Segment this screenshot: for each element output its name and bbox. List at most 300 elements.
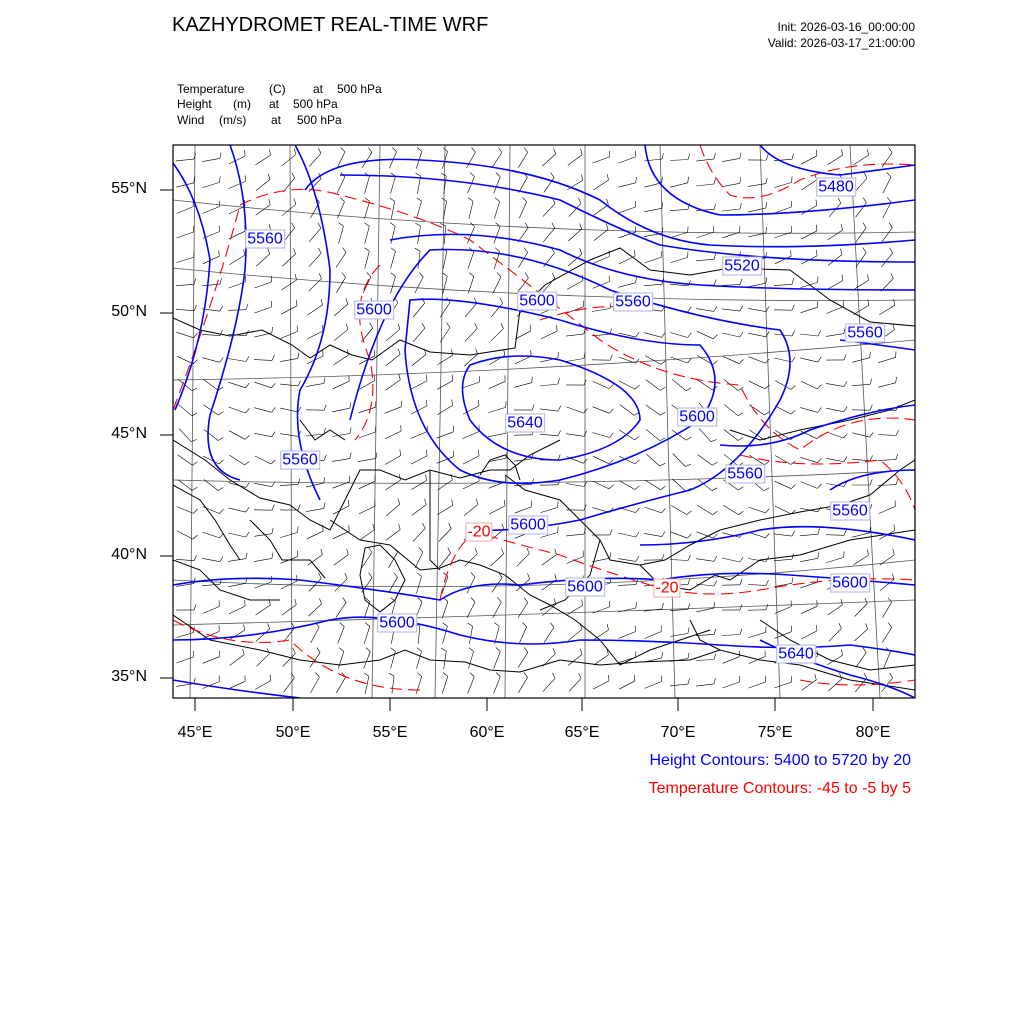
wind-barb-flag — [662, 177, 663, 183]
wind-barb — [878, 357, 895, 362]
wind-barb — [646, 405, 661, 416]
wind-barb — [257, 654, 270, 667]
wind-barb — [489, 506, 505, 514]
wind-barb-flag — [194, 678, 195, 684]
wind-barb-flag — [636, 532, 639, 537]
wind-barb-flag — [609, 485, 613, 489]
wind-barb — [490, 554, 503, 566]
wind-barb — [775, 381, 791, 390]
wind-barb — [801, 156, 817, 164]
wind-barb-flag — [817, 484, 821, 488]
wind-barb — [852, 384, 870, 385]
wind-barb — [593, 157, 610, 163]
wind-barb-flag — [392, 148, 396, 152]
wind-barb-flag — [636, 332, 640, 337]
height-contour-label: 5640 — [507, 414, 543, 432]
wind-barb-flag — [635, 385, 640, 389]
wind-barb — [437, 405, 452, 414]
wind-barb — [646, 380, 660, 391]
wind-barb-flag — [365, 248, 370, 252]
wind-barb — [282, 154, 296, 165]
wind-barb — [801, 381, 817, 389]
wind-barb — [444, 651, 447, 669]
wind-barb — [800, 282, 817, 287]
wind-barb — [417, 576, 422, 593]
wind-barb-flag — [714, 280, 716, 286]
wind-barb — [332, 459, 350, 462]
wind-barb — [178, 404, 192, 416]
wind-barb — [203, 256, 219, 264]
wind-barb — [440, 303, 450, 318]
wind-barb-flag — [271, 460, 275, 464]
wind-barb-flag — [193, 509, 197, 513]
wind-barb — [518, 602, 528, 617]
wind-barb — [722, 158, 740, 161]
wind-barb-flag — [220, 358, 224, 363]
wind-barb-flag — [193, 360, 197, 364]
wind-barb — [722, 209, 740, 211]
wind-barb-flag — [497, 598, 501, 603]
wind-barb — [391, 201, 394, 219]
wind-barb — [309, 228, 321, 242]
wind-barb — [856, 653, 866, 668]
wind-barb — [177, 207, 194, 214]
wind-barb — [493, 277, 501, 293]
wind-barb-flag — [441, 648, 446, 651]
wind-barb — [697, 505, 712, 514]
wind-barb — [284, 678, 295, 692]
wind-barb-flag — [272, 528, 273, 534]
wind-barb — [336, 677, 345, 693]
wind-barb-flag — [816, 625, 817, 631]
wind-barb-flag — [713, 511, 718, 515]
wind-barb-flag — [426, 400, 427, 406]
wind-barb — [568, 229, 581, 241]
wind-barb-flag — [245, 150, 246, 156]
wind-barb — [204, 430, 218, 441]
wind-barb-flag — [816, 150, 817, 156]
field-level: 500 hPa — [337, 82, 382, 96]
lat-label-45n: 45°N — [111, 425, 147, 442]
wind-barb — [826, 535, 844, 536]
wind-barb — [492, 153, 502, 168]
wind-barb — [882, 627, 892, 642]
wind-barb-flag — [425, 499, 427, 505]
wind-barb-flag — [714, 629, 716, 635]
wind-barb-flag — [243, 649, 245, 655]
wind-barb-flag — [551, 173, 555, 178]
wind-barb — [177, 232, 194, 238]
wind-barb-flag — [476, 348, 478, 354]
wind-barb — [519, 627, 526, 643]
wind-barb — [644, 533, 662, 536]
wind-barb-flag — [818, 552, 819, 558]
wind-barb — [672, 379, 686, 390]
wind-barb-flag — [863, 248, 866, 253]
wind-barb — [827, 432, 844, 438]
wind-barb-flag — [391, 273, 396, 277]
wind-barb-flag — [399, 474, 400, 480]
wind-barb — [365, 176, 370, 193]
wind-barb-flag — [219, 460, 223, 464]
wind-barb-flag — [340, 623, 344, 627]
wind-barb-flag — [443, 673, 448, 677]
wind-barb-flag — [504, 350, 505, 356]
wind-barb-flag — [738, 437, 743, 440]
wind-barb-flag — [714, 254, 716, 260]
wind-barb — [749, 357, 766, 364]
field-unit: (C) — [269, 82, 286, 96]
wind-barb — [519, 202, 526, 218]
wind-barb — [176, 284, 194, 285]
wind-barb — [413, 328, 425, 342]
wind-barb — [517, 554, 530, 567]
wind-barb-flag — [579, 673, 582, 678]
wind-barb-flag — [246, 408, 250, 413]
wind-barb-flag — [844, 433, 848, 438]
wind-barb-flag — [766, 277, 767, 283]
wind-barb — [333, 381, 349, 389]
wind-barb — [670, 183, 687, 187]
wind-barb — [881, 253, 892, 267]
wind-barb — [723, 682, 740, 688]
wind-barb — [801, 606, 817, 614]
wind-barb — [540, 507, 557, 512]
wind-barb — [801, 482, 818, 489]
wind-barb — [417, 201, 422, 218]
wind-barb-flag — [246, 507, 250, 512]
wind-barb — [468, 651, 473, 668]
wind-barb-flag — [496, 648, 500, 652]
wind-barb-flag — [609, 675, 610, 681]
wind-barb — [229, 455, 244, 465]
wind-barb-flag — [294, 199, 296, 205]
wind-barb — [566, 484, 584, 487]
wind-barb — [332, 434, 350, 437]
wind-barb-flag — [472, 148, 476, 153]
wind-barb-flag — [636, 508, 640, 513]
wind-barb-flag — [246, 356, 249, 361]
height-contour-label: 5600 — [567, 578, 603, 596]
map-title: KAZHYDROMET REAL-TIME WRF — [172, 14, 489, 36]
wind-barb — [672, 430, 687, 440]
wind-barb-flag — [891, 273, 894, 279]
wind-barb-flag — [662, 603, 664, 609]
wind-barb — [878, 435, 896, 436]
wind-barb-flag — [298, 505, 300, 511]
wind-barb-flag — [394, 573, 398, 578]
wind-barb — [856, 203, 867, 217]
wind-barb-flag — [815, 674, 817, 680]
wind-barb — [202, 334, 220, 335]
wind-barb-flag — [555, 574, 557, 580]
wind-barb — [311, 627, 319, 643]
wind-barb-flag — [766, 202, 767, 208]
wind-barb-flag — [501, 323, 503, 329]
wind-barb-flag — [582, 600, 583, 606]
wind-barb — [359, 407, 376, 413]
height-contour-label: 5600 — [519, 292, 555, 310]
wind-barb — [178, 455, 193, 465]
wind-barb — [826, 458, 844, 461]
wind-barb — [567, 407, 584, 413]
wind-barb-flag — [818, 458, 822, 463]
wind-barb-flag — [495, 198, 500, 202]
wind-barb-flag — [863, 648, 866, 653]
wind-barb-flag — [495, 248, 500, 252]
wind-barb — [748, 333, 766, 337]
wind-barb-flag — [610, 433, 614, 438]
wind-barb — [494, 652, 501, 669]
wind-barb-flag — [688, 177, 689, 183]
wind-barb-flag — [636, 177, 637, 183]
wind-barb-flag — [417, 148, 422, 152]
wind-barb-flag — [791, 386, 796, 390]
height-contour-label: 5560 — [832, 502, 868, 520]
wind-barb-flag — [584, 409, 588, 414]
wind-barb-flag — [292, 223, 295, 228]
wind-barb-flag — [740, 306, 743, 311]
wind-barb — [463, 382, 480, 388]
wind-barb-flag — [365, 623, 370, 627]
wind-barb-flag — [714, 654, 716, 660]
wind-barb-flag — [609, 384, 613, 388]
wind-barb — [828, 230, 843, 240]
lon-label-50e: 50°E — [275, 724, 311, 741]
wind-barb-flag — [714, 602, 715, 608]
wind-barb-flag — [321, 549, 323, 555]
wind-barb-flag — [469, 273, 474, 277]
wind-barb-flag — [841, 599, 842, 605]
wind-barb-flag — [350, 453, 351, 459]
wind-barb — [437, 381, 453, 390]
wind-barb-flag — [506, 401, 507, 407]
wind-barb-flag — [451, 474, 452, 480]
wind-barb-flag — [636, 602, 637, 608]
wind-barb — [827, 281, 843, 290]
wind-barb-flag — [365, 198, 370, 202]
wind-barb — [281, 332, 298, 339]
wind-barb-flag — [324, 503, 325, 509]
wind-barb-flag — [268, 623, 270, 629]
wind-barb-flag — [740, 177, 741, 183]
wind-barb-flag — [319, 573, 322, 579]
wind-barb — [412, 505, 426, 516]
lat-label-35n: 35°N — [111, 668, 147, 685]
wind-barb-flag — [844, 354, 846, 360]
wind-barb — [645, 480, 660, 489]
wind-barb-flag — [844, 551, 845, 557]
wind-barb-flag — [550, 623, 554, 628]
wind-barb — [465, 328, 477, 341]
lon-label-75e: 75°E — [757, 724, 793, 741]
wind-barb — [827, 155, 842, 165]
wind-barb-flag — [220, 557, 223, 562]
wind-barb — [229, 431, 245, 440]
wind-barb-flag — [468, 623, 473, 626]
wind-barb — [543, 228, 555, 242]
height-contour-legend: Height Contours: 5400 to 5720 by 20 — [649, 752, 911, 769]
wind-barb — [853, 280, 868, 290]
wind-barb-flag — [870, 432, 874, 437]
wind-barb — [775, 406, 791, 414]
wind-barb — [468, 177, 475, 194]
wind-barb — [306, 483, 324, 487]
wind-barb-flag — [888, 623, 892, 628]
wind-barb — [722, 309, 740, 311]
wind-barb-flag — [686, 437, 691, 440]
wind-barb — [670, 560, 688, 561]
wind-barb — [882, 228, 893, 243]
wind-barb-flag — [376, 453, 377, 459]
wind-barb-flag — [476, 499, 478, 505]
wind-barb — [336, 253, 346, 268]
wind-barb — [722, 558, 740, 562]
wind-barb — [540, 409, 558, 411]
wind-barb-flag — [553, 648, 556, 654]
wind-barb — [334, 304, 348, 316]
wind-barb-flag — [842, 149, 843, 155]
wind-barb-flag — [417, 673, 422, 677]
wind-barb-flag — [192, 487, 197, 490]
wind-barb-flag — [765, 461, 770, 465]
wind-barb — [465, 303, 477, 317]
wind-barb-flag — [532, 405, 534, 411]
wind-barb-flag — [714, 153, 716, 159]
wind-barb — [544, 627, 554, 642]
wind-barb — [256, 605, 271, 615]
wind-barb — [309, 153, 321, 166]
wind-barb — [699, 428, 711, 441]
wind-barb — [515, 507, 532, 513]
wind-barb — [203, 607, 220, 614]
wind-barb — [566, 534, 584, 536]
wind-barb-flag — [662, 333, 666, 338]
wind-barb — [256, 629, 269, 641]
wind-barb-flag — [766, 580, 769, 585]
wind-barb-flag — [635, 436, 640, 440]
wind-barb — [339, 226, 344, 243]
wind-barb — [177, 356, 193, 364]
wind-barb-flag — [867, 549, 868, 555]
wind-barb-flag — [449, 523, 452, 529]
wind-barb-flag — [319, 598, 321, 604]
wind-barb-flag — [713, 335, 717, 339]
wind-barb-flag — [791, 485, 795, 489]
wind-barb — [566, 334, 584, 336]
wind-barb-flag — [218, 412, 223, 415]
wind-barb-flag — [475, 548, 477, 554]
wind-barb-flag — [766, 533, 770, 538]
wind-barb-flag — [662, 554, 664, 560]
wind-barb-flag — [740, 153, 741, 159]
wind-barb — [801, 631, 817, 639]
wind-barb — [698, 455, 713, 466]
wind-barb-flag — [864, 673, 867, 678]
wind-barb-flag — [193, 535, 198, 539]
wind-barb — [469, 626, 472, 644]
wind-barb-flag — [552, 223, 555, 228]
wind-barb — [338, 651, 344, 668]
wind-barb — [443, 276, 448, 293]
wind-barb-flag — [739, 360, 743, 364]
wind-barb-flag — [844, 381, 847, 386]
wind-barb-flag — [818, 331, 821, 336]
wind-barb — [255, 582, 272, 588]
wind-barb-flag — [688, 579, 690, 585]
wind-barb-flag — [738, 413, 743, 416]
wind-barb — [443, 626, 448, 643]
wind-barb — [619, 232, 636, 238]
wind-barb-flag — [688, 227, 689, 233]
wind-barb — [280, 532, 297, 537]
wind-barb — [540, 434, 558, 436]
height-contour-label: 5600 — [379, 614, 415, 632]
wind-barb — [593, 456, 609, 464]
height-contour-label: 5560 — [847, 324, 883, 342]
wind-barb-flag — [316, 673, 320, 678]
lat-label-50n: 50°N — [111, 303, 147, 320]
lat-label-55n: 55°N — [111, 180, 147, 197]
wind-barb — [418, 226, 421, 244]
wind-barb — [177, 507, 194, 514]
wind-barb-flag — [841, 224, 842, 230]
wind-barb-flag — [739, 511, 744, 515]
wind-barb-flag — [893, 324, 895, 330]
wind-barb-flag — [554, 148, 556, 154]
wind-barb-flag — [364, 673, 369, 676]
wind-barb-flag — [268, 248, 270, 254]
wind-barb-flag — [524, 648, 528, 653]
wind-barb — [879, 506, 896, 513]
field-line-wind — [177, 113, 342, 127]
field-name: Temperature — [177, 82, 245, 96]
wind-barb-flag — [246, 553, 247, 559]
wind-barb — [749, 381, 765, 389]
wind-barb — [671, 505, 686, 514]
wind-barb-flag — [818, 528, 820, 534]
wind-barb — [618, 283, 635, 288]
wind-barb — [644, 333, 661, 338]
wind-barb-flag — [470, 173, 474, 177]
wind-barb — [412, 354, 426, 365]
wind-barb-flag — [324, 477, 325, 483]
wind-barb-flag — [844, 407, 847, 412]
wind-barb-flag — [558, 430, 561, 435]
wind-barb — [542, 555, 557, 566]
wind-barb-flag — [766, 508, 770, 513]
wind-barb — [281, 306, 297, 314]
wind-barb — [696, 259, 714, 260]
wind-barb — [254, 408, 271, 413]
wind-barb — [385, 456, 401, 465]
wind-barb — [749, 532, 766, 538]
wind-barb-flag — [272, 505, 274, 511]
wind-barb-flag — [661, 486, 666, 490]
wind-barb-flag — [688, 555, 691, 561]
wind-barb-flag — [346, 324, 348, 330]
wind-barb-flag — [524, 598, 528, 603]
wind-barb-flag — [527, 548, 529, 554]
wind-barb-flag — [863, 198, 866, 203]
wind-barb-flag — [390, 223, 395, 227]
wind-barb — [645, 257, 662, 263]
wind-barb — [280, 384, 298, 386]
wind-barb — [722, 183, 740, 186]
wind-barb — [852, 433, 869, 437]
wind-barb — [673, 454, 685, 467]
wind-barb — [411, 381, 427, 389]
